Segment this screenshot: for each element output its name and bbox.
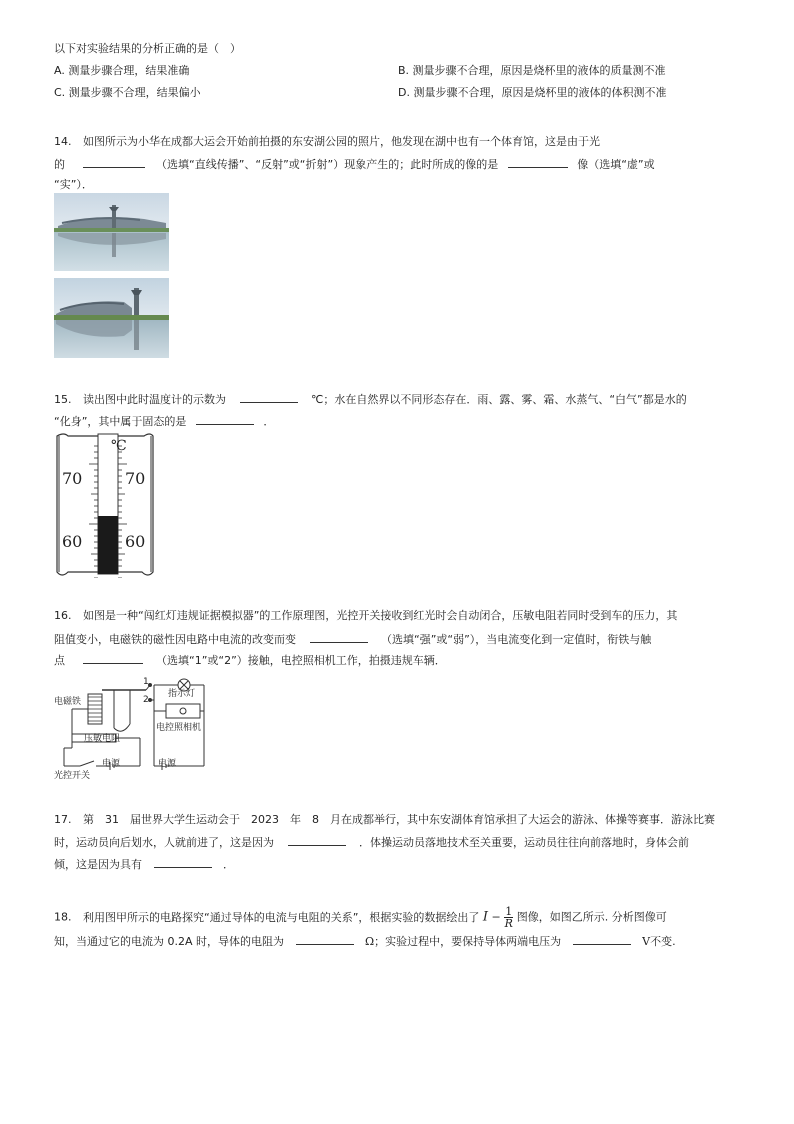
thermometer-unit: ℃	[111, 438, 127, 454]
q14-line1: 14. 如图所示为小华在成都大运会开始前拍摄的东安湖公园的照片，他发现在湖中也有一个体育馆，这是由于光	[54, 135, 600, 148]
q13-option-a[interactable]: A. 测量步骤合理，结果准确	[54, 64, 190, 77]
q13-option-d[interactable]: D. 测量步骤不合理，原因是烧杯里的液体的体积测不准	[398, 86, 667, 99]
q13-prompt: 以下对实验结果的分析正确的是（ ）	[54, 42, 241, 55]
q17-blank-1[interactable]	[288, 833, 346, 846]
q16-blank-1[interactable]	[310, 630, 368, 643]
q18-line1: 18. 利用图甲所示的电路探究“通过导体的电流与电阻的关系”，根据实验的数据绘出了 I − $\frac{1}{R}$ 图像，如图乙所示. 分析图像可	[54, 905, 667, 930]
q15-blank-2[interactable]	[196, 412, 254, 425]
q16-line3: 点 （选填“1”或“2”）接触，电控照相机工作，拍摄违规车辆．	[54, 651, 446, 669]
thermometer-label-60-right: 60	[125, 532, 146, 551]
q17-line3: 倾，这是因为具有 ．	[54, 855, 234, 873]
q16-number: 16.	[54, 609, 72, 622]
thermometer-figure	[54, 432, 156, 578]
thermometer-label-70-right: 70	[125, 469, 146, 488]
q17-line1: 17. 第 31 届世界大学生运动会于 2023 年 8 月在成都举行，其中东安湖体育馆承担了大运会的游泳、体操等赛事．游泳比赛	[54, 813, 715, 826]
circuit-diagram	[54, 676, 214, 780]
circuit-label-light-switch: 光控开关	[54, 771, 91, 781]
q18-line2: 知，当通过它的电流为 0.2A 时，导体的电阻为 Ω；实验过程中，要保持导体两端电压为 V不变.	[54, 932, 676, 950]
formula-minus: −	[488, 910, 505, 924]
q14-number: 14.	[54, 135, 72, 148]
q16-blank-2[interactable]	[83, 651, 143, 664]
q15-line1: 15. 读出图中此时温度计的示数为 ℃；水在自然界以不同形态存在．雨、露、雾、霜、水蒸气、“白气”都是水的	[54, 390, 687, 408]
q17-line2: 时，运动员向后划水，人就前进了，这是因为 ．体操运动员落地技术至关重要，运动员往往向前落地时，身体会前	[54, 833, 689, 851]
q16-line2: 阻值变小，电磁铁的磁性因电路中电流的改变而变 （选填“强”或“弱”），当电流变化到一定值时，衔铁与触	[54, 630, 651, 648]
q18-blank-1[interactable]	[296, 932, 354, 945]
circuit-label-lamp: 指示灯	[168, 689, 196, 699]
q15-number: 15.	[54, 393, 72, 406]
formula-fraction: $\frac{1}{R}$	[504, 905, 513, 930]
q17-blank-2[interactable]	[154, 855, 212, 868]
formula-current: I	[482, 909, 489, 925]
q14-blank-1[interactable]	[83, 155, 145, 168]
circuit-contact-2: 2	[143, 695, 149, 705]
q16-line1: 16. 如图是一种“闯红灯违规证据模拟器”的工作原理图，光控开关接收到红光时会自动闭合，压敏电阻若同时受到车的压力，其	[54, 609, 678, 622]
q13-option-c[interactable]: C. 测量步骤不合理，结果偏小	[54, 86, 201, 99]
q18-blank-2[interactable]	[573, 932, 631, 945]
stadium-photo-2	[54, 278, 169, 358]
stadium-photo-1	[54, 193, 169, 271]
q18-number: 18.	[54, 910, 72, 924]
q14-line2: 的 （选填“直线传播”、“反射”或“折射”）现象产生的；此时所成的像的是 像（选填“虚”或	[54, 155, 655, 173]
thermometer-label-60-left: 60	[62, 532, 83, 551]
circuit-label-power-right: 电源	[158, 759, 177, 769]
circuit-contact-1: 1	[143, 677, 149, 687]
circuit-label-camera: 电控照相机	[156, 723, 202, 733]
q15-line2: “化身”，其中属于固态的是 ．	[54, 412, 274, 430]
circuit-label-electromagnet: 电磁铁	[54, 697, 82, 707]
q15-blank-1[interactable]	[240, 390, 298, 403]
thermometer-label-70-left: 70	[62, 469, 83, 488]
q13-option-b[interactable]: B. 测量步骤不合理，原因是烧杯里的液体的质量测不准	[398, 64, 666, 77]
q14-blank-2[interactable]	[508, 155, 568, 168]
q17-number: 17.	[54, 813, 72, 826]
circuit-label-power-left: 电源	[102, 759, 121, 769]
circuit-label-pressure-resistor: 压敏电阻	[84, 734, 121, 744]
q14-line3: “实”）．	[54, 178, 93, 191]
